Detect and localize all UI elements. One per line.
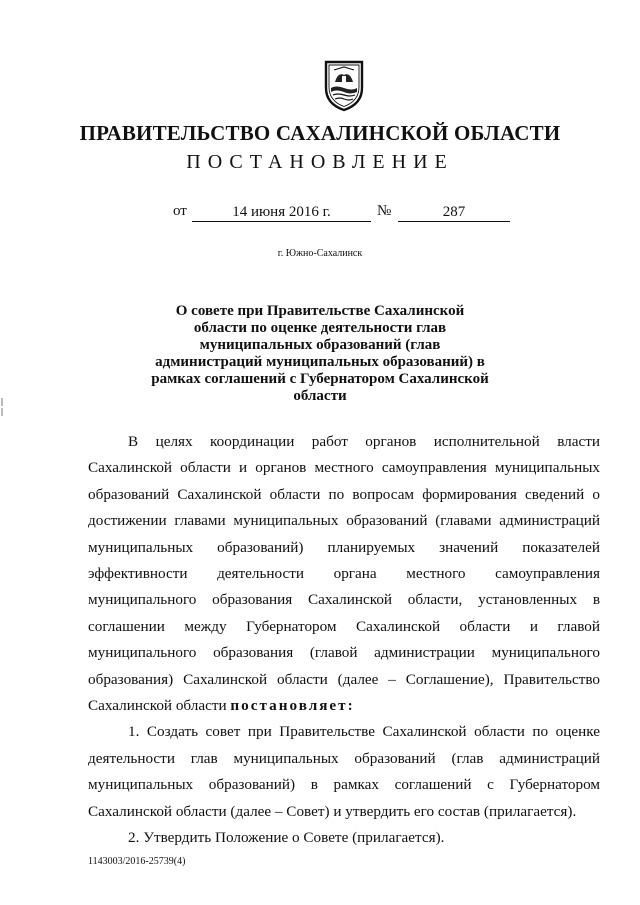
preamble-paragraph (88, 429, 600, 719)
document-body (88, 429, 600, 852)
item-1: 1. Создать совет при Правительстве Сахалинской области по оценке деятельности глав муниципальных образований (глав администраций муниципальных образований) в рамках соглашений с Губернатором Сахалинской области (далее – Совет) и утвердить его состав (прилагается). (88, 723, 600, 820)
sakhalin-coat-of-arms-icon (322, 58, 366, 112)
item-2: 2. Утвердить Положение о Совете (прилагается). (128, 829, 445, 847)
government-title: ПРАВИТЕЛЬСТВО САХАЛИНСКОЙ ОБЛАСТИ (79, 121, 561, 145)
document-date: 14 июня 2016 г. (192, 203, 371, 222)
preamble-text: В целях координации работ органов исполнительной власти Сахалинской области и органов местного самоуправления муниципальных образований Сахалинской области по вопросам формирования сведений о достижении главами муниципальных образований (главами администраций муниципальных образований) планируемых значений показателей эффективности деятельности органа местного самоуправления муниципального образования Сахалинской области, установленных в соглашении между Губернатором Сахалинской области и главой муниципального образования (главой администрации муниципального образования) Сахалинской области (далее – Соглашение), Правительство Сахалинской области (88, 433, 600, 715)
document-subject: О совете при Правительстве Сахалинской области по оценке деятельности глав муниципальных образований (глав администраций муниципальных образований) в рамках соглашений с Губернатором Сахалинской области (151, 303, 489, 404)
number-label: № (377, 203, 392, 219)
scan-edge-mark (1, 408, 3, 416)
footer-code: 1143003/2016-25739(4) (88, 856, 186, 867)
document-details (0, 203, 640, 225)
scan-edge-mark (1, 398, 3, 406)
document-type: ПОСТАНОВЛЕНИЕ (186, 151, 454, 173)
resolves-word: постановляет: (230, 697, 355, 715)
city: г. Южно-Сахалинск (277, 248, 363, 259)
document-number: 287 (398, 203, 510, 222)
date-label: от (173, 203, 187, 219)
